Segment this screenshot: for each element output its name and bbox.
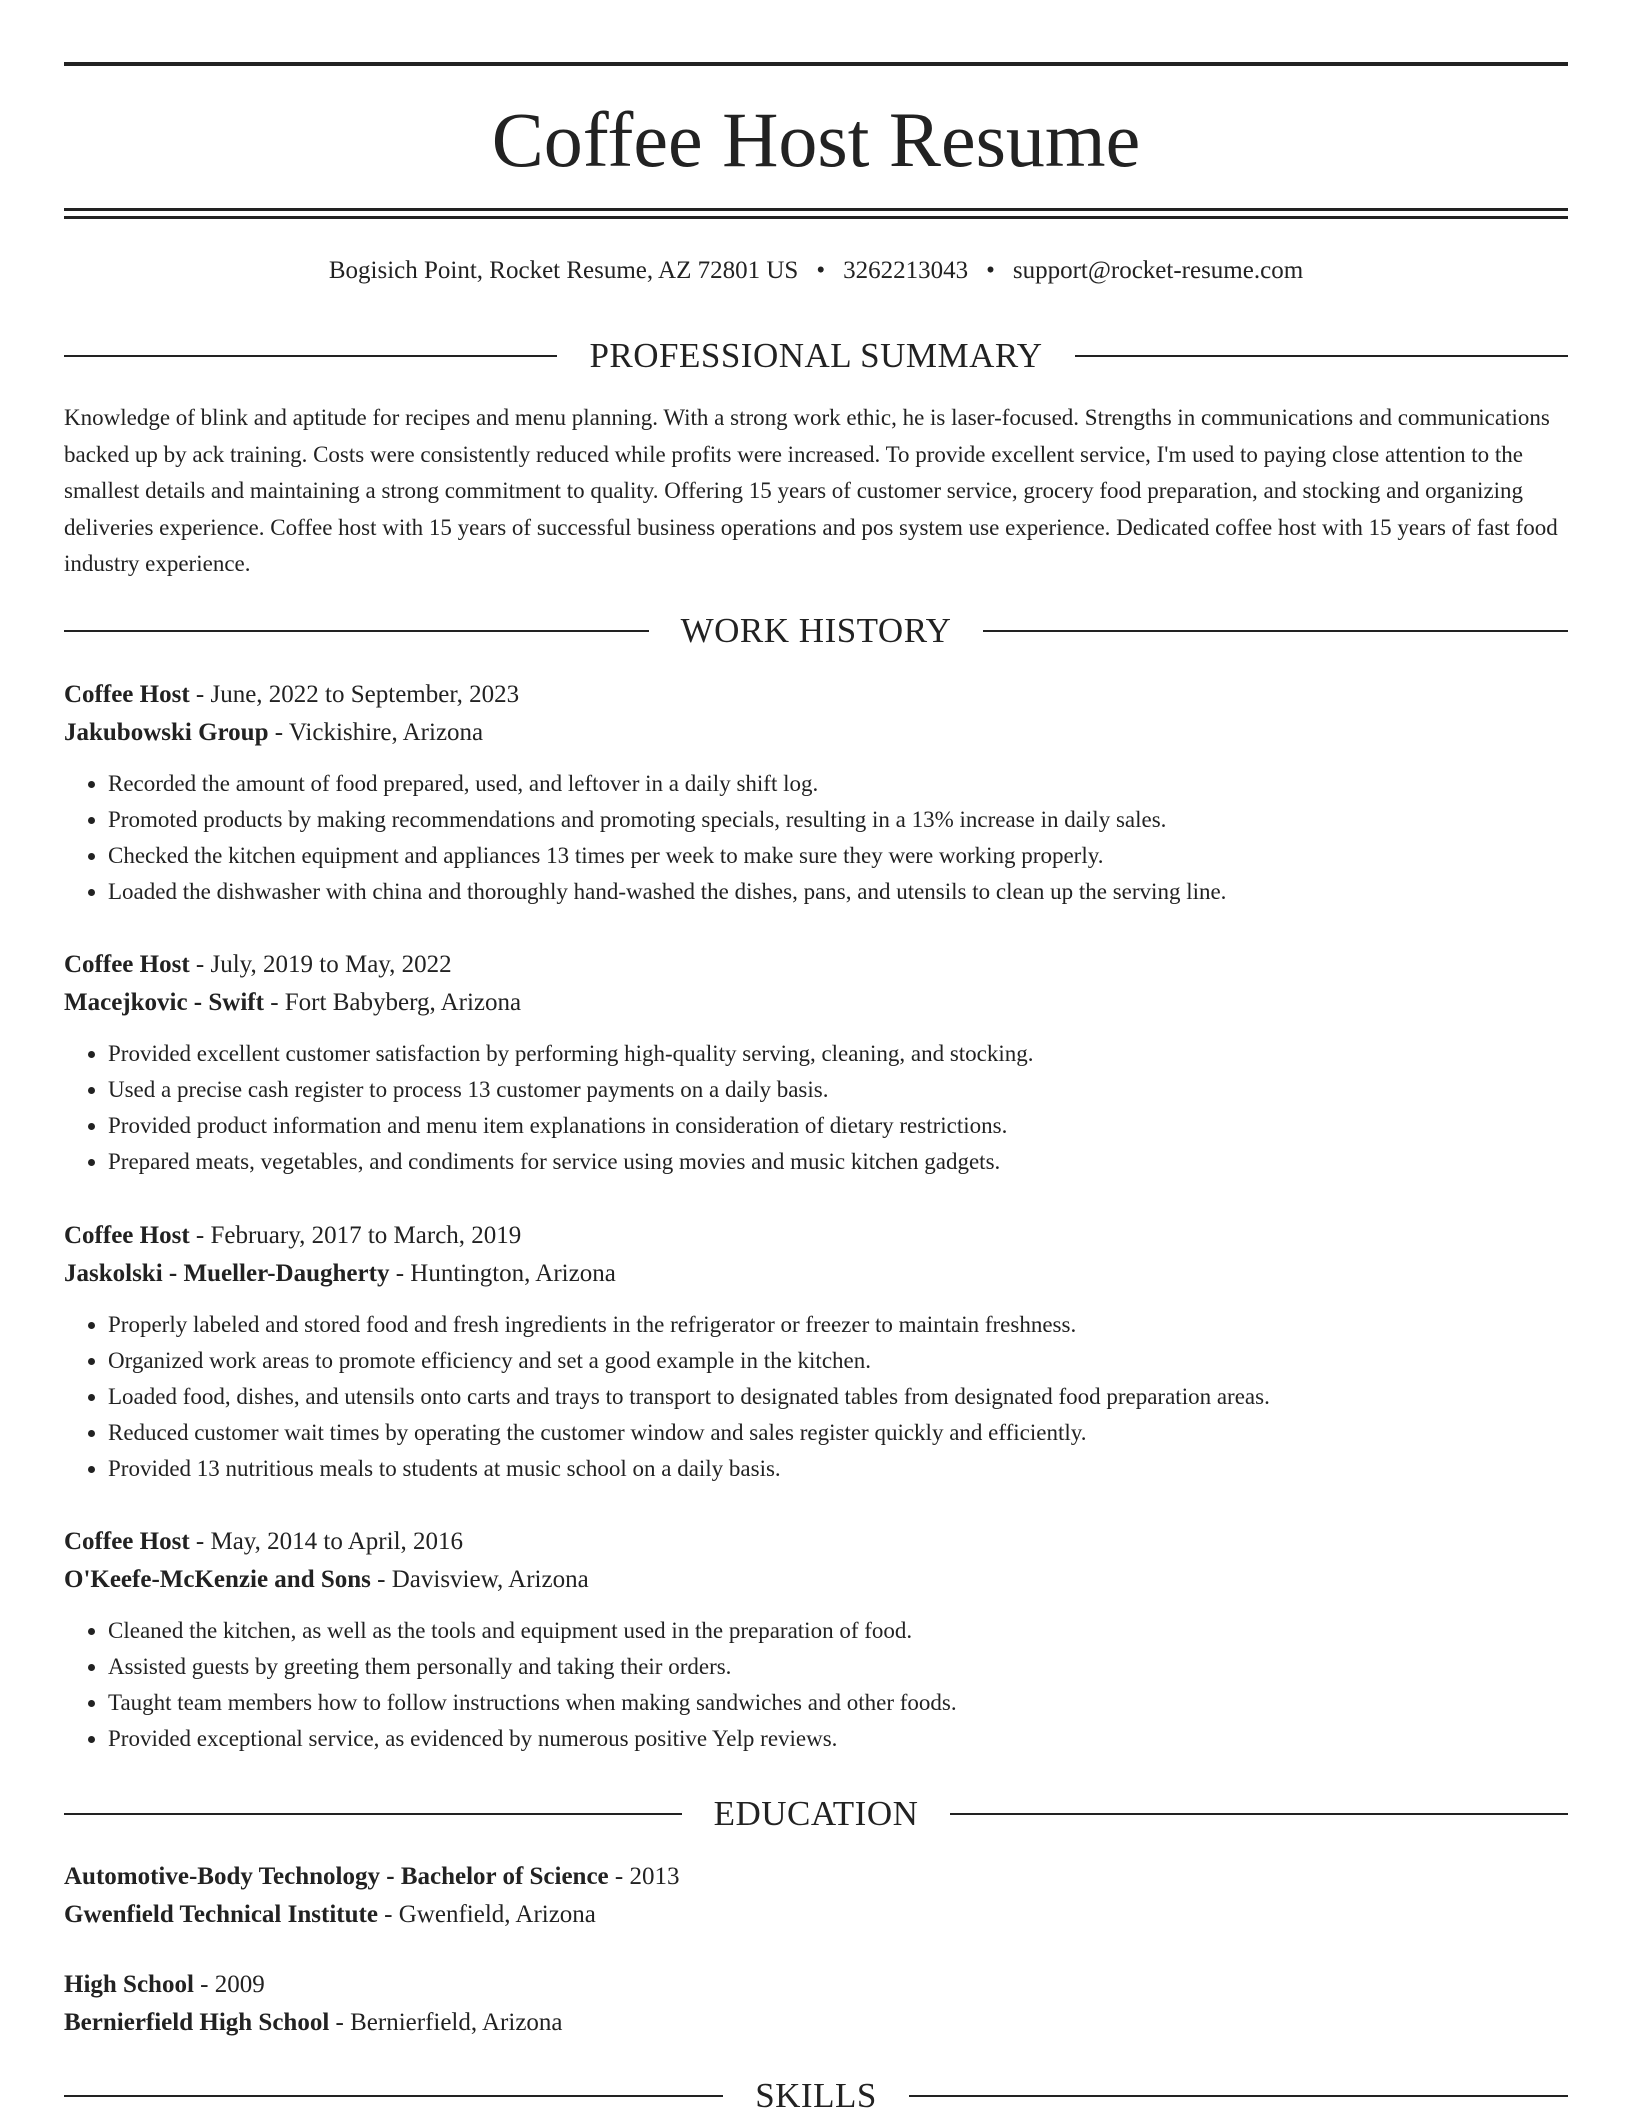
job-bullets [64,1613,1568,1757]
job-title: Coffee Host [64,1222,190,1249]
section-title: PROFESSIONAL SUMMARY [589,336,1043,375]
section-title: EDUCATION [713,1794,919,1833]
job-bullets [64,766,1568,910]
job-title-line [64,676,1568,714]
education-school-line [64,2004,1568,2042]
job-entry [64,1217,1568,1487]
title-rule-lower [64,216,1568,219]
list-item: • Checked the kitchen equipment and appliances 13 times per week to make sure they were working properly. [108,838,1568,874]
resume-title: Coffee Host Resume [491,96,1141,183]
job-company-line [64,1255,1568,1293]
heading-rule-right [950,1813,1568,1815]
list-item: • Used a precise cash register to process 13 customer payments on a daily basis. [108,1072,1568,1108]
heading-rule-right [1075,355,1568,357]
job-title: Coffee Host [64,951,190,978]
list-item: • Taught team members how to follow instructions when making sandwiches and other foods. [108,1685,1568,1721]
job-location: - Vickishire, Arizona [268,719,484,746]
section-title: WORK HISTORY [680,611,952,650]
list-item: • Cleaned the kitchen, as well as the tools and equipment used in the preparation of food. [108,1613,1568,1649]
list-item: • Provided 13 nutritious meals to students at music school on a daily basis. [108,1451,1568,1487]
job-dates: - July, 2019 to May, 2022 [189,951,452,978]
job-entry [64,676,1568,910]
job-company: O'Keefe-McKenzie and Sons [64,1566,371,1593]
job-company-line [64,1561,1568,1599]
education-location: - Gwenfield, Arizona [377,1901,596,1928]
education-location: - Bernierfield, Arizona [329,2009,563,2036]
job-dates: - February, 2017 to March, 2019 [189,1222,522,1249]
heading-rule-right [909,2095,1568,2097]
contact-separator: • [986,257,995,284]
job-bullets [64,1036,1568,1180]
job-title-line [64,1523,1568,1561]
list-item: • Organized work areas to promote efficiency and set a good example in the kitchen. [108,1343,1568,1379]
job-entry [64,946,1568,1180]
education-school: Gwenfield Technical Institute [64,1901,378,1928]
job-company-line [64,714,1568,752]
job-location: - Fort Babyberg, Arizona [263,989,522,1016]
contact-email: support@rocket-resume.com [1012,257,1304,284]
job-dates: - May, 2014 to April, 2016 [189,1528,464,1555]
list-item: • Prepared meats, vegetables, and condiments for service using movies and music kitchen gadgets. [108,1144,1568,1180]
job-title: Coffee Host [64,1528,190,1555]
education-year: - 2009 [193,1971,265,1998]
contact-address: Bogisich Point, Rocket Resume, AZ 72801 US [328,257,799,284]
top-rule [64,62,1568,66]
job-bullets [64,1307,1568,1487]
section-heading-summary [64,334,1568,378]
heading-rule-left [64,630,649,632]
list-item: • Loaded food, dishes, and utensils onto carts and trays to transport to designated tables from designated food preparation areas. [108,1379,1568,1415]
heading-rule-left [64,355,557,357]
section-heading-skills [64,2074,1568,2118]
job-company: Jakubowski Group [64,719,269,746]
education-school: Bernierfield High School [64,2009,330,2036]
job-title: Coffee Host [64,681,190,708]
job-title-line [64,946,1568,984]
job-entry [64,1523,1568,1757]
education-entry [64,1966,1568,2042]
list-item: • Properly labeled and stored food and fresh ingredients in the refrigerator or freezer to maintain freshness. [108,1307,1568,1343]
job-company-line [64,984,1568,1022]
summary-paragraph: Knowledge of blink and aptitude for recipes and menu planning. With a strong work ethic, he is laser-focused. Strengths in communications and communications backed up by ack training. Costs were consistently reduced while profits were increased. To provide excellent service, I'm used to paying close attention to the smallest details and maintaining a strong commitment to quality. Offering 15 years of customer service, grocery food preparation, and stocking and organizing deliveries experience. Coffee host with 15 years of successful business operations and pos system use experience. Dedicated coffee host with 15 years of fast food industry experience. [64,405,1558,576]
list-item: • Recorded the amount of food prepared, used, and leftover in a daily shift log. [108,766,1568,802]
education-school-line [64,1896,1568,1934]
education-degree-line [64,1858,1568,1896]
list-item: • Promoted products by making recommendations and promoting specials, resulting in a 13% increase in daily sales. [108,802,1568,838]
job-location: - Davisview, Arizona [370,1566,589,1593]
job-title-line [64,1217,1568,1255]
list-item: • Reduced customer wait times by operating the customer window and sales register quickly and efficiently. [108,1415,1568,1451]
heading-rule-right [983,630,1568,632]
job-dates: - June, 2022 to September, 2023 [189,681,520,708]
list-item: • Provided product information and menu item explanations in consideration of dietary restrictions. [108,1108,1568,1144]
job-location: - Huntington, Arizona [389,1260,616,1287]
section-title: SKILLS [755,2076,877,2115]
education-degree: Automotive-Body Technology - Bachelor of Science [64,1863,609,1890]
education-degree: High School [64,1971,194,1998]
education-entry [64,1858,1568,1934]
list-item: • Provided exceptional service, as evidenced by numerous positive Yelp reviews. [108,1721,1568,1757]
heading-rule-left [64,1813,682,1815]
heading-rule-left [64,2095,723,2097]
section-heading-work-history [64,609,1568,653]
title-rule-upper [64,208,1568,211]
education-degree-line [64,1966,1568,2004]
contact-phone: 3262213043 [843,257,969,284]
job-company: Jaskolski - Mueller-Daugherty [64,1260,390,1287]
list-item: • Assisted guests by greeting them personally and taking their orders. [108,1649,1568,1685]
education-year: - 2013 [608,1863,680,1890]
list-item: • Loaded the dishwasher with china and thoroughly hand-washed the dishes, pans, and utensils to clean up the serving line. [108,874,1568,910]
section-heading-education [64,1792,1568,1836]
job-company: Macejkovic - Swift [64,989,264,1016]
list-item: • Provided excellent customer satisfaction by performing high-quality serving, cleaning, and stocking. [108,1036,1568,1072]
contact-separator: • [816,257,826,284]
contact-line [64,253,1568,289]
